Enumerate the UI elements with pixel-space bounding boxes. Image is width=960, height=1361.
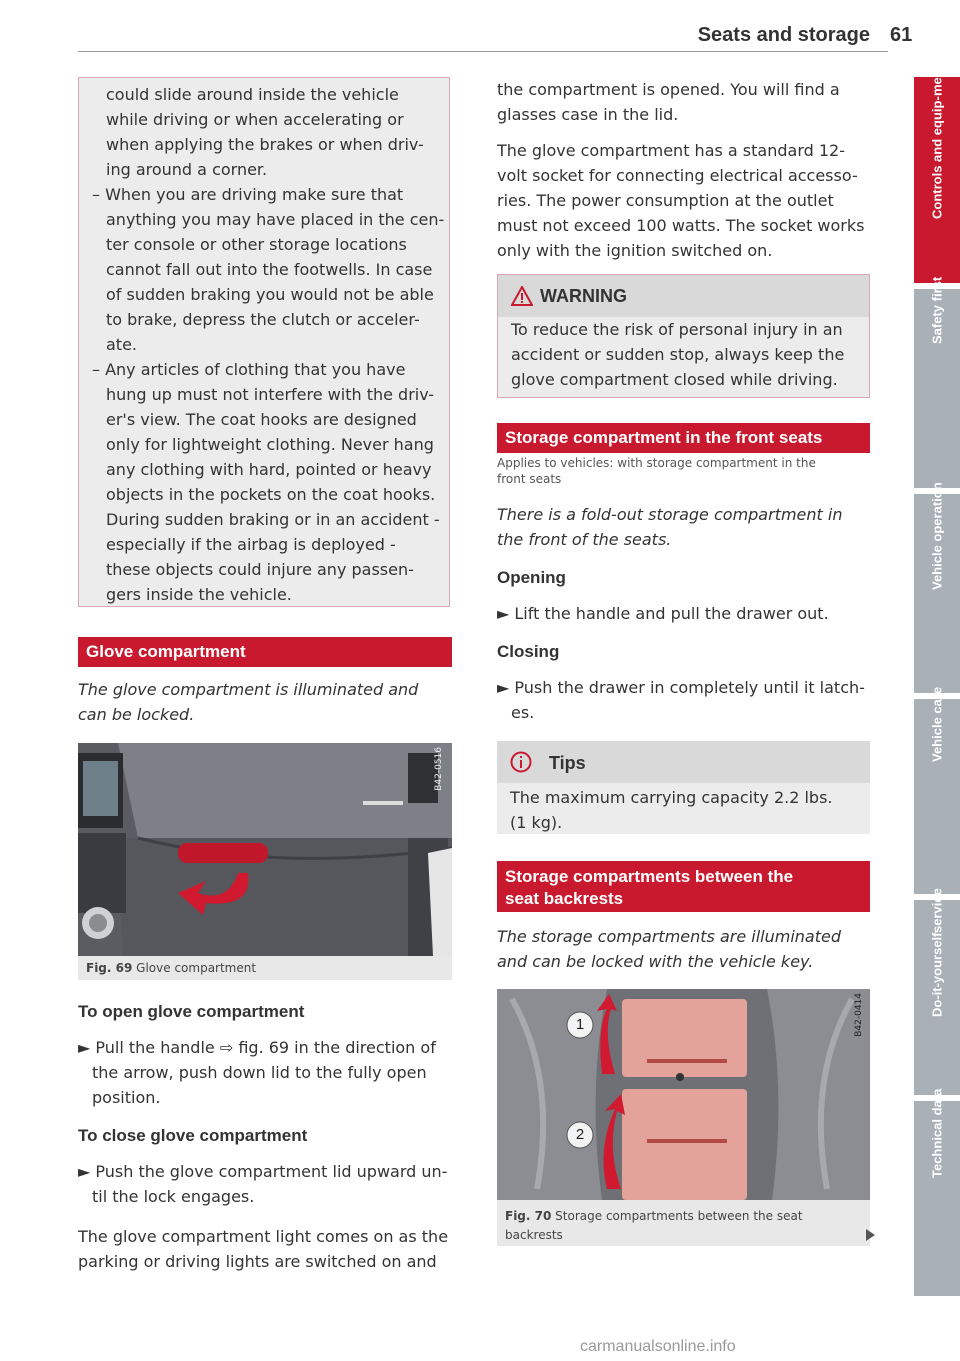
front-seats-intro: There is a fold-out storage compartment in [497,505,843,524]
warning-item-3: – Any articles of clothing that you have [92,360,406,379]
warning-line: could slide around inside the vehicle [106,85,399,104]
side-tab-diy-service[interactable]: Do-it-yourself service [914,900,960,1095]
applies-note: front seats [497,472,562,486]
warning-line: er's view. The coat hooks are designed [106,410,417,429]
front-seats-intro: the front of the seats. [497,530,672,549]
tips-header [497,741,870,783]
side-tab-vehicle-operation[interactable]: Vehicle operation [914,494,960,693]
running-header-title: Seats and storage [697,24,870,46]
figure-code: B42-0516 [434,747,444,791]
side-tab-safety[interactable]: Safety first [914,289,960,488]
paragraph-line: ries. The power consumption at the outlet [497,191,834,210]
heading-closing: Closing [497,642,560,661]
warning-line: while driving or when accelerating or [106,110,404,129]
warning-line: these objects could injure any passen- [106,560,414,579]
paragraph-line: volt socket for connecting electrical accesso- [497,166,858,185]
paragraph-line: glasses case in the lid. [497,105,679,124]
glove-compartment-illustration [78,743,452,956]
paragraph-line: the compartment is opened. You will find a [497,80,840,99]
glove-intro-line: The glove compartment is illuminated and [78,680,419,699]
tips-box [497,741,870,834]
figure-code: B42-0414 [854,993,864,1037]
closing-step: ► Push the drawer in completely until it latch- [497,678,865,697]
backrest-compartments-illustration [497,989,870,1200]
tips-line: The maximum carrying capacity 2.2 lbs. [510,788,833,807]
close-step: ► Push the glove compartment lid upward un- [78,1162,448,1181]
warning-line: hung up must not interfere with the driv- [106,385,435,404]
warning-continuation-box [78,77,450,607]
section-heading-glove: Glove compartment [78,637,452,667]
header-rule [78,51,888,52]
warning-line: cannot fall out into the footwells. In case [106,260,433,279]
warning-line: any clothing with hard, pointed or heavy [106,460,432,479]
page-number: 61 [890,24,913,46]
glove-intro-line: can be locked. [78,705,195,724]
figure-glove-compartment [78,743,452,956]
open-step: position. [92,1088,161,1107]
heading-opening: Opening [497,568,566,587]
light-paragraph: parking or driving lights are switched on and [78,1252,437,1271]
warning-box [497,274,870,398]
info-icon [510,751,532,773]
warning-line: ter console or other storage locations [106,235,407,254]
warning-line: accident or sudden stop, always keep the [511,345,845,364]
warning-line: During sudden braking or in an accident - [106,510,440,529]
warning-line: ing around a corner. [106,160,268,179]
warning-line: when applying the brakes or when driv- [106,135,424,154]
warning-line: only for lightweight clothing. Never hang [106,435,434,454]
callout-2: 2 [575,1126,585,1143]
close-step: til the lock engages. [92,1187,255,1206]
section-heading-front-seats: Storage compartment in the front seats [497,423,870,453]
opening-step: ► Lift the handle and pull the drawer out. [497,604,829,623]
tips-line: (1 kg). [510,813,563,832]
closing-step: es. [511,703,535,722]
figure-caption-text: backrests [505,1228,563,1242]
open-step: ► Pull the handle ⇨ fig. 69 in the direction of [78,1038,436,1057]
warning-line: especially if the airbag is deployed - [106,535,396,554]
heading-close-glove: To close glove compartment [78,1126,308,1145]
warning-line: of sudden braking you would not be able [106,285,434,304]
warning-line: gers inside the vehicle. [106,585,292,604]
figure-caption [497,1200,870,1246]
tips-title: Tips [549,753,586,773]
warning-title: WARNING [540,286,627,306]
paragraph-line: only with the ignition switched on. [497,241,773,260]
backrests-intro: The storage compartments are illuminated [497,927,841,946]
figure-caption [78,956,452,980]
figure-backrest-compartments [497,989,870,1200]
backrests-intro: and can be locked with the vehicle key. [497,952,814,971]
heading-open-glove: To open glove compartment [78,1002,305,1021]
figure-caption-text: Glove compartment [136,961,257,975]
continue-arrow-icon [866,1229,875,1241]
applies-note: Applies to vehicles: with storage compartment in the [497,456,816,470]
callout-1: 1 [575,1016,585,1033]
warning-line: To reduce the risk of personal injury in an [511,320,843,339]
open-step: the arrow, push down lid to the fully open [92,1063,427,1082]
figure-caption-text: Storage compartments between the seat [555,1209,803,1223]
warning-line: anything you may have placed in the cen- [106,210,445,229]
paragraph-line: The glove compartment has a standard 12- [497,141,845,160]
warning-item-2: – When you are driving make sure that [92,185,404,204]
warning-line: to brake, depress the clutch or acceler- [106,310,420,329]
section-heading-backrests: Storage compartments between the seat backrests [497,861,870,912]
side-tab-vehicle-care[interactable]: Vehicle care [914,699,960,894]
light-paragraph: The glove compartment light comes on as the [78,1227,449,1246]
figure-label: Fig. 69 [86,961,133,975]
watermark: carmanualsonline.info [580,1338,736,1355]
side-tab-technical-data[interactable]: Technical data [914,1101,960,1296]
warning-triangle-icon [511,286,533,306]
figure-label: Fig. 70 [505,1209,552,1223]
warning-line: objects in the pockets on the coat hooks. [106,485,436,504]
warning-line: ate. [106,335,138,354]
side-tab-controls[interactable]: Controls and equip- ment [914,77,960,283]
warning-line: glove compartment closed while driving. [511,370,838,389]
warning-header [498,275,869,317]
paragraph-line: must not exceed 100 watts. The socket works [497,216,865,235]
